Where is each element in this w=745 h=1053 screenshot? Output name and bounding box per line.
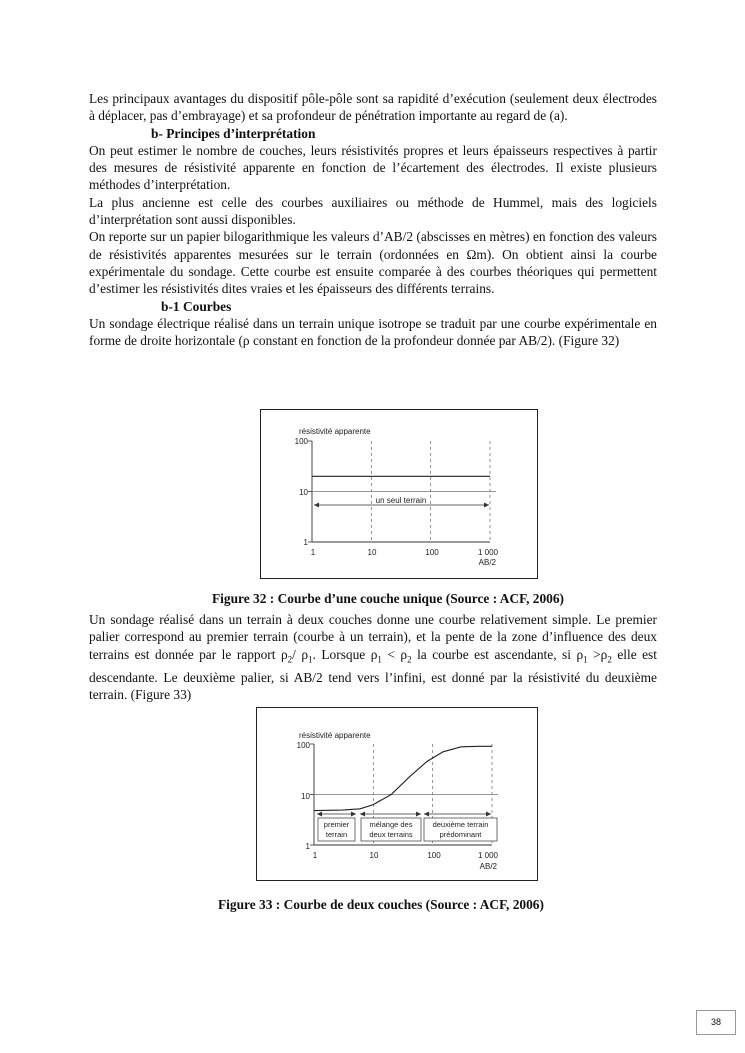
x-tick-label: 1 000 <box>477 851 499 860</box>
figure-33-chart <box>257 708 537 880</box>
arrowhead <box>416 812 421 817</box>
arrowhead <box>486 812 491 817</box>
x-axis-label: AB/2 <box>479 862 497 871</box>
paragraph-single-layer: Un sondage électrique réalisé dans un terrain unique isotrope se traduit par une courbe expérimentale en forme de droite horizontale (ρ constant en fonction de la profondeur donnée par AB/2). (Figure 32) <box>89 315 657 349</box>
y-axis-label: résistivité apparente <box>299 731 371 740</box>
arrowhead <box>351 812 356 817</box>
x-tick-label: 1 000 <box>477 548 499 557</box>
figure-33-caption: Figure 33 : Courbe de deux couches (Source : ACF, 2006) <box>218 897 544 912</box>
zone-label-second-terrain <box>424 818 497 841</box>
svg-text:deuxième terrain: deuxième terrain <box>432 820 489 829</box>
arrowhead <box>484 503 489 508</box>
arrowhead <box>360 812 365 817</box>
paragraph-hummel: La plus ancienne est celle des courbes auxiliaires ou méthode de Hummel, mais des logiciels d’interprétation sont aussi disponibles. <box>89 194 657 228</box>
x-tick-label: 10 <box>367 548 377 557</box>
range-annotation: un seul terrain <box>375 496 427 505</box>
y-axis-label: résistivité apparente <box>299 427 371 436</box>
x-tick-label: 100 <box>427 851 441 860</box>
svg-text:mélange des: mélange des <box>369 820 413 829</box>
figure-32-caption: Figure 32 : Courbe d’une couche unique (Source : ACF, 2006) <box>212 591 565 606</box>
arrowhead <box>314 503 319 508</box>
y-tick-label: 100 <box>294 437 308 446</box>
page-number: 38 <box>696 1010 736 1035</box>
svg-text:terrain: terrain <box>325 830 348 839</box>
y-tick-label: 100 <box>296 741 310 750</box>
y-tick-label: 10 <box>301 792 310 801</box>
paragraph-two-layers: Un sondage réalisé dans un terrain à deux couches donne une courbe relativement simple. Le premier palier correspond au premier terrain (courbe à un terrain), et la pente de la zone d’influence des deux terrains est donnée par le rapport $\rho_2/$ $\rho_1$. Lorsque $\rho_1 < \rho_2$ la courbe est ascendante, si $\rho_1 >\rho_2$ elle est descendante. Le deuxième palier, si AB/2 tend vers l’infini, est donné par la résistivité du deuxième terrain. (Figure 33) <box>89 612 657 702</box>
figure-32-chart <box>261 410 537 578</box>
body-text-top <box>89 90 657 349</box>
paragraph-estimation: On peut estimer le nombre de couches, leurs résistivités propres et leurs épaisseurs respectives à partir des mesures de résistivité apparente en fonction de l’écartement des électrodes. Il existe plusieurs méthodes d’interprétation. <box>89 142 657 193</box>
body-text-bottom <box>89 611 657 703</box>
y-tick-label: 10 <box>299 488 308 497</box>
y-tick-label: 1 <box>303 538 308 547</box>
arrowhead <box>317 812 322 817</box>
zone-label-mixed-terrains <box>361 818 421 841</box>
paragraph-intro: Les principaux avantages du dispositif pôle-pôle sont sa rapidité d’exécution (seulement deux électrodes à déplacer, pas d’embrayage) et sa profondeur de pénétration importante au regard de (a). <box>89 91 657 124</box>
section-heading-b: b- Principes d’interprétation <box>151 125 316 141</box>
arrowhead <box>424 812 429 817</box>
x-tick-label: 10 <box>369 851 379 860</box>
y-tick-label: 1 <box>305 842 310 851</box>
figure-33 <box>256 707 538 881</box>
svg-text:prédominant: prédominant <box>439 830 482 839</box>
section-heading-b1: b-1 Courbes <box>161 298 232 314</box>
zone-label-first-terrain <box>318 818 355 841</box>
x-axis-label: AB/2 <box>478 558 496 567</box>
x-tick-label: 100 <box>425 548 439 557</box>
x-tick-label: 1 <box>312 851 318 860</box>
series-line <box>314 746 492 810</box>
x-tick-label: 1 <box>310 548 316 557</box>
svg-text:deux terrains: deux terrains <box>369 830 413 839</box>
paragraph-bilogarithmic: On reporte sur un papier bilogarithmique les valeurs d’AB/2 (abscisses en mètres) en fonction des valeurs de résistivités apparentes mesurées sur le terrain (ordonnées en Ωm). On obtient ainsi la courbe expérimentale du sondage. Cette courbe est ensuite comparée à des courbes théoriques qui permettent d’estimer les résistivités dites vraies et les épaisseurs des différents terrains. <box>89 229 657 297</box>
figure-32 <box>260 409 538 579</box>
svg-text:premier: premier <box>323 820 350 829</box>
